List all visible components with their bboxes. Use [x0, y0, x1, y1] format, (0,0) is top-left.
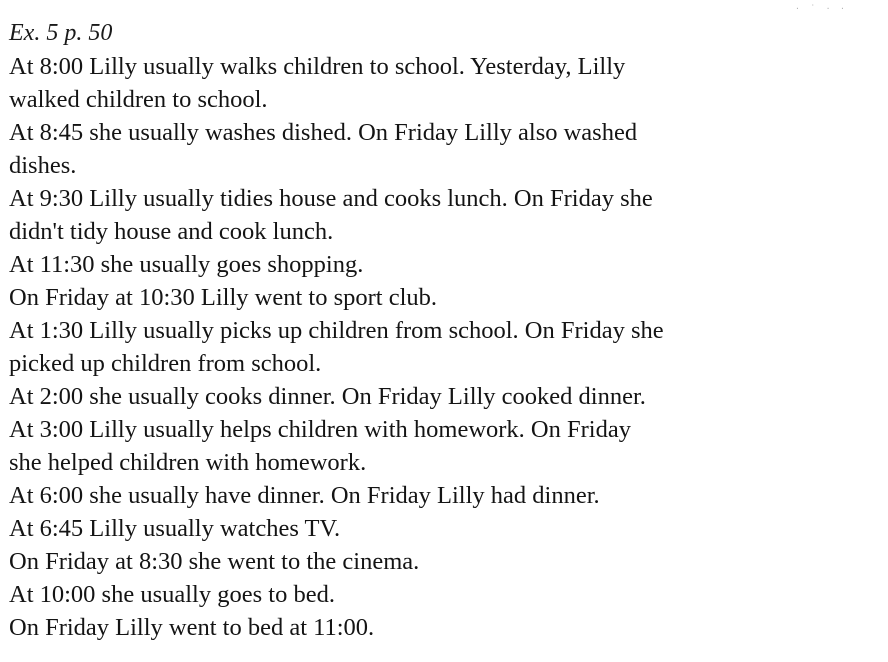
text-line: At 6:00 she usually have dinner. On Friday Lilly had dinner. [9, 482, 600, 509]
text-line: At 8:00 Lilly usually walks children to school. Yesterday, Lilly [9, 53, 626, 80]
text-line: At 9:30 Lilly usually tidies house and cooks lunch. On Friday she [9, 185, 653, 212]
text-line: At 11:30 she usually goes shopping. [9, 251, 364, 278]
text-line: she helped children with homework. [9, 449, 367, 476]
text-line: At 8:45 she usually washes dished. On Friday Lilly also washed [9, 119, 638, 146]
text-line: At 6:45 Lilly usually watches TV. [9, 515, 341, 542]
text-line: At 3:00 Lilly usually helps children with homework. On Friday [9, 416, 631, 443]
text-line: At 1:30 Lilly usually picks up children from school. On Friday she [9, 317, 664, 344]
text-line: At 10:00 she usually goes to bed. [9, 581, 335, 608]
scan-specks-decoration: · ˙ · · [795, 4, 848, 15]
text-line: At 2:00 she usually cooks dinner. On Friday Lilly cooked dinner. [9, 383, 646, 410]
text-line: On Friday at 10:30 Lilly went to sport club. [9, 284, 438, 311]
text-line: walked children to school. [9, 86, 268, 113]
text-line: picked up children from school. [9, 350, 322, 377]
exercise-heading: Ex. 5 p. 50 [9, 20, 113, 46]
text-line: dishes. [9, 152, 77, 179]
text-line: didn't tidy house and cook lunch. [9, 218, 334, 245]
exercise-text [9, 50, 881, 644]
text-line: On Friday Lilly went to bed at 11:00. [9, 614, 375, 641]
text-line: On Friday at 8:30 she went to the cinema. [9, 548, 420, 575]
